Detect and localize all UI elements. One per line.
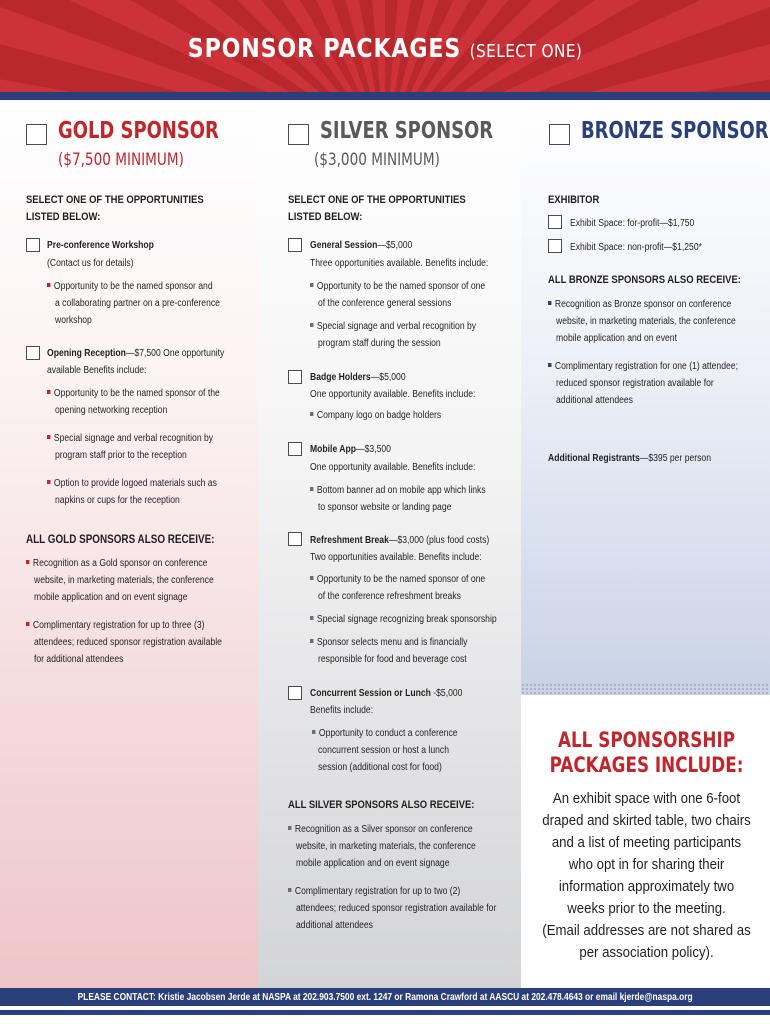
silver-refreshment-break-checkbox[interactable] (288, 532, 302, 546)
silver-general-session-checkbox[interactable] (288, 238, 302, 252)
list-item: attendees; reduced sponsor registration available for (296, 903, 497, 914)
list-item: Special signage and verbal recognition by (310, 318, 476, 335)
header-banner (0, 0, 770, 92)
list-item: mobile application and on event signage (34, 592, 188, 603)
all-packages-heading-line1: ALL SPONSORSHIP (557, 728, 736, 752)
silver-concurrent-line1: Concurrent Session or Lunch -$5,000 (310, 688, 463, 699)
gold-sponsor-checkbox[interactable] (26, 124, 47, 145)
list-item: of the conference general sessions (318, 298, 452, 309)
silver-minimum: ($3,000 MINIMUM) (314, 150, 440, 170)
list-item: mobile application and on event (556, 333, 677, 344)
gold-select-line1: SELECT ONE OF THE OPPORTUNITIES (26, 194, 204, 206)
footer-contact-text: PLEASE CONTACT: Kristie Jacobsen Jerde at NASPA at 202.903.7500 ext. 1247 or Ramona Crawford at AASCU at 202.478.4643 or email kjerde@naspa.org (77, 991, 693, 1003)
gold-title: GOLD SPONSOR (58, 118, 219, 144)
all-packages-line: who opt in for sharing their (568, 856, 725, 873)
list-item: Sponsor selects menu and is financially (310, 634, 467, 651)
list-item: session (additional cost for food) (318, 762, 442, 773)
list-item: Opportunity to be the named sponsor of one (310, 571, 485, 588)
list-item: opening networking reception (55, 405, 168, 416)
footer-contact-bar (0, 988, 770, 1006)
footer-rule (0, 1010, 770, 1015)
list-item: website, in marketing materials, the conference (296, 841, 476, 852)
all-packages-line: draped and skirted table, two chairs (542, 812, 751, 829)
all-packages-line: per association policy). (579, 944, 714, 961)
silver-badge-line2: One opportunity available. Benefits include: (310, 389, 476, 400)
gold-workshop-name: Pre-conference Workshop (47, 240, 154, 251)
all-packages-line: (Email addresses are not shared as (542, 922, 751, 939)
silver-also-heading: ALL SILVER SPONSORS ALSO RECEIVE: (288, 799, 475, 811)
silver-badge-holders-checkbox[interactable] (288, 370, 302, 384)
exhibit-nonprofit-label: Exhibit Space: non-profit—$1,250* (570, 242, 702, 253)
list-item: website, in marketing materials, the conference (556, 316, 736, 327)
list-item: concurrent session or host a lunch (318, 745, 449, 756)
list-item: Recognition as a Silver sponsor on conference (288, 821, 473, 838)
bronze-sponsor-checkbox[interactable] (549, 124, 570, 145)
silver-badge-line1: Badge Holders—$5,000 (310, 372, 406, 383)
bronze-title: BRONZE SPONSOR (581, 118, 769, 144)
all-packages-line: weeks prior to the meeting. (567, 900, 726, 917)
list-item: additional attendees (556, 395, 633, 406)
gold-reception-line2: available Benefits include: (47, 365, 147, 376)
silver-mobile-app-checkbox[interactable] (288, 442, 302, 456)
list-item: for additional attendees (34, 654, 124, 665)
all-packages-line: An exhibit space with one 6-foot (552, 790, 741, 807)
all-packages-line: and a list of meeting participants (551, 834, 742, 851)
gold-workshop-checkbox[interactable] (26, 238, 40, 252)
gold-minimum: ($7,500 MINIMUM) (58, 150, 184, 170)
list-item: additional attendees (296, 920, 373, 931)
list-item: of the conference refreshment breaks (318, 591, 461, 602)
page-title-sub: (SELECT ONE) (469, 41, 583, 62)
silver-select-line2: LISTED BELOW: (288, 211, 363, 223)
list-item: Recognition as a Gold sponsor on conference (26, 555, 207, 572)
silver-concurrent-session-checkbox[interactable] (288, 686, 302, 700)
bronze-exhibitor-heading: EXHIBITOR (548, 194, 600, 206)
list-item: Company logo on badge holders (310, 407, 441, 424)
gold-reception-line1: Opening Reception—$7,500 One opportunity (47, 348, 225, 359)
silver-select-line1: SELECT ONE OF THE OPPORTUNITIES (288, 194, 466, 206)
exhibit-nonprofit-checkbox[interactable] (548, 239, 562, 253)
list-item: Bottom banner ad on mobile app which links (310, 482, 486, 499)
bronze-panel-edge (521, 683, 770, 695)
list-item: Complimentary registration for up to two (2) (288, 883, 460, 900)
gold-workshop-note: (Contact us for details) (47, 258, 134, 269)
list-item: Opportunity to be the named sponsor and (47, 278, 213, 295)
list-item: program staff during the session (318, 338, 441, 349)
gold-also-heading: ALL GOLD SPONSORS ALSO RECEIVE: (26, 534, 215, 546)
additional-registrants: Additional Registrants—$395 per person (548, 453, 711, 464)
silver-general-line1: General Session—$5,000 (310, 240, 413, 251)
list-item: Opportunity to conduct a conference (312, 725, 458, 742)
list-item: Option to provide logoed materials such as (47, 475, 217, 492)
list-item: reduced sponsor registration available for (556, 378, 714, 389)
silver-title: SILVER SPONSOR (320, 118, 494, 144)
list-item: website, in marketing materials, the conference (34, 575, 214, 586)
list-item: Complimentary registration for one (1) attendee; (548, 358, 738, 375)
list-item: napkins or cups for the reception (55, 495, 180, 506)
exhibit-forprofit-label: Exhibit Space: for-profit—$1,750 (570, 218, 695, 229)
list-item: Special signage recognizing break sponsorship (310, 611, 497, 628)
list-item: Complimentary registration for up to three (3) (26, 617, 204, 634)
list-item: Special signage and verbal recognition by (47, 430, 213, 447)
all-packages-line: information approximately two (558, 878, 735, 895)
list-item: Recognition as Bronze sponsor on conference (548, 296, 731, 313)
silver-sponsor-checkbox[interactable] (288, 124, 309, 145)
exhibit-forprofit-checkbox[interactable] (548, 215, 562, 229)
silver-general-line2: Three opportunities available. Benefits include: (310, 258, 489, 269)
bronze-also-heading: ALL BRONZE SPONSORS ALSO RECEIVE: (548, 274, 741, 286)
all-packages-box (523, 728, 770, 964)
list-item: attendees; reduced sponsor registration available (34, 637, 222, 648)
silver-app-line1: Mobile App—$3,500 (310, 444, 391, 455)
silver-refresh-line1: Refreshment Break—$3,000 (plus food costs) (310, 535, 490, 546)
all-packages-heading-line2: PACKAGES INCLUDE: (549, 753, 744, 777)
gold-reception-checkbox[interactable] (26, 346, 40, 360)
list-item: Opportunity to be the named sponsor of the (47, 385, 220, 402)
list-item: mobile application and on event signage (296, 858, 450, 869)
header-divider (0, 92, 770, 100)
list-item: to sponsor website or landing page (318, 502, 452, 513)
list-item: a collaborating partner on a pre-conference (55, 298, 220, 309)
silver-app-line2: One opportunity available. Benefits include: (310, 462, 476, 473)
page-title-main: SPONSOR PACKAGES (187, 34, 462, 64)
page-title (188, 34, 583, 64)
silver-concurrent-line2: Benefits include: (310, 705, 374, 716)
list-item: Opportunity to be the named sponsor of one (310, 278, 485, 295)
list-item: workshop (55, 315, 92, 326)
list-item: responsible for food and beverage cost (318, 654, 467, 665)
list-item: program staff prior to the reception (55, 450, 187, 461)
gold-select-line2: LISTED BELOW: (26, 211, 101, 223)
silver-refresh-line2: Two opportunities available. Benefits include: (310, 552, 482, 563)
